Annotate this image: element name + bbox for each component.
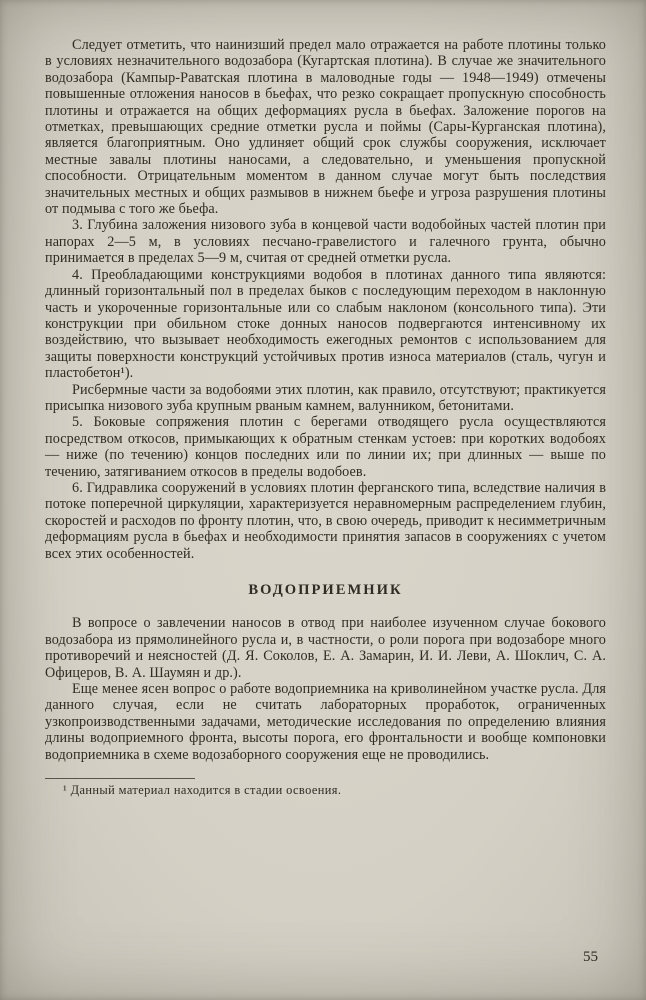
paragraph: Еще менее ясен вопрос о работе водоприемника на криволинейном участке русла. Для данного случая, если не считать лабораторных проработок, ограниченных узкопроизводственными задачами, методические исследования по определению влияния длины водоприемного фронта, высоты порога, его фронтальности и вообще компоновки водоприемника в схеме водозаборного сооружения еще не проводились. bbox=[45, 681, 606, 763]
footnote-text: ¹ Данный материал находится в стадии освоения. bbox=[63, 783, 342, 798]
paragraph: Рисбермные части за водобоями этих плотин, как правило, отсутствуют; практикуется присыпка низового зуба крупным рваным камнем, валунником, бетонитами. bbox=[45, 381, 606, 414]
paragraph: 3. Глубина заложения низового зуба в концевой части водобойных частей плотин при напорах 2—5 м, в условиях песчано-гравелистого и галечного грунта, обычно принимается в пределах 5—9 м, считая от средней отметки русла. bbox=[45, 217, 606, 267]
section-heading: ВОДОПРИЕМНИК bbox=[248, 582, 403, 598]
footnote-divider bbox=[45, 778, 195, 779]
page-number: 55 bbox=[583, 949, 598, 965]
paragraph: 4. Преобладающими конструкциями водобоя в плотинах данного типа являются: длинный горизонтальный пол в пределах быков с последующим переходом в наклонную часть и укороченные горизонтальные или со слабым наклоном (консольного типа). Эти конструкции при обильном стоке донных наносов подвергаются интенсивному их воздействию, что вызывает необходимость ежегодных ремонтов с использованием для защиты поверхности конструкций устойчивых против износа материалов (сталь, чугун и пластобетон¹). bbox=[45, 266, 606, 382]
text-column bbox=[45, 37, 606, 798]
paragraph: Следует отметить, что наинизший предел мало отражается на работе плотины только в условиях незначительного водозабора (Кугартская плотина). В случае же значительного водозабора (Кампыр-Раватская плотина в маловодные годы — 1948—1949) отмечены повышенные отложения наносов в бьефах, что резко сокращает пропускную способность плотины и отражается на общих деформациях русла в бьефах. Заложение порогов на отметках, превышающих средние отметки русла и поймы (Сары-Курганская плотина), является благоприятным. Оно удлиняет общий срок службы сооружения, исключает местные завалы плотины наносами, а следовательно, и уменьшения пропускной способности. Отрицательным моментом в данном случае могут быть последствия значительных местных и общих размывов в нижнем бьефе и угроза разрушения плотины от подмыва с того же бьефа. bbox=[45, 37, 606, 218]
paragraph: В вопросе о завлечении наносов в отвод при наиболее изученном случае бокового водозабора из прямолинейного русла и, в частности, о роли порога при водозаборе много противоречий и неясностей (Д. Я. Соколов, Е. А. Замарин, И. И. Леви, А. Шоклич, С. А. Офицеров, В. А. Шаумян и др.). bbox=[45, 615, 606, 681]
footnote-area bbox=[45, 778, 606, 798]
paragraph: 5. Боковые сопряжения плотин с берегами отводящего русла осуществляются посредством откосов, примыкающих к обратным стенкам устоев: при коротких водобоях — ниже (по течению) концов последних или по линии их; при длинных — выше по течению, затягиванием откосов в пределы водобоев. bbox=[45, 414, 606, 480]
paragraph: 6. Гидравлика сооружений в условиях плотин ферганского типа, вследствие наличия в потоке поперечной циркуляции, характеризуется неравномерным распределением глубин, скоростей и расходов по фронту плотин, что, в свою очередь, приводит к несимметричным деформациям русла в бьефах и необходимости принятия запасов в сооружениях с учетом всех этих особенностей. bbox=[45, 479, 606, 562]
